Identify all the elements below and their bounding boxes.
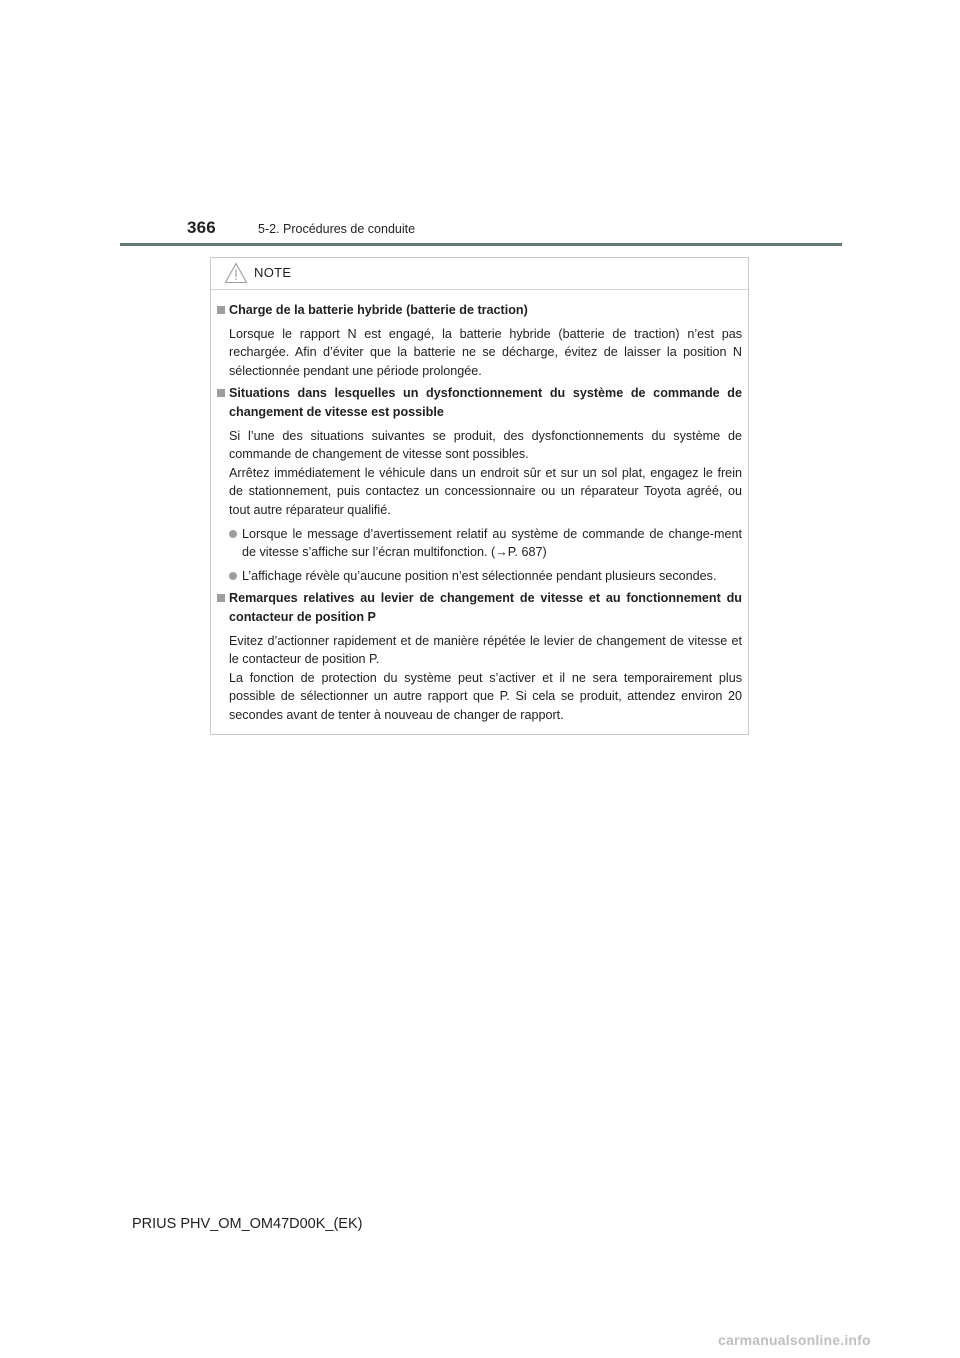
note-item bbox=[217, 589, 742, 724]
item-paragraph: Si l’une des situations suivantes se produit, des dysfonctionnements du système de commande de changement de vitesse sont possibles. bbox=[229, 428, 742, 462]
header-rule bbox=[120, 243, 842, 246]
item-paragraph: Evitez d’actionner rapidement et de manière répétée le levier de changement de vitesse et le contacteur de position P. bbox=[229, 633, 742, 667]
note-box bbox=[210, 257, 749, 735]
note-item bbox=[217, 301, 742, 380]
warning-triangle-icon bbox=[224, 262, 248, 289]
document-code: PRIUS PHV_OM_OM47D00K_(EK) bbox=[132, 1216, 363, 1232]
item-paragraph: Arrêtez immédiatement le véhicule dans un endroit sûr et sur un sol plat, engagez le frein de stationnement, puis contactez un concessionnaire ou un réparateur Toyota agréé, ou tout autre réparateur qualifié. bbox=[229, 465, 742, 517]
reference-arrow: → bbox=[495, 545, 508, 560]
square-bullet-icon bbox=[217, 306, 225, 314]
circle-bullet-icon bbox=[229, 572, 237, 580]
note-body bbox=[211, 290, 748, 724]
item-title: Charge de la batterie hybride (batterie de traction) bbox=[229, 303, 528, 317]
sub-bullet bbox=[229, 525, 742, 562]
note-item bbox=[217, 384, 742, 585]
note-label: NOTE bbox=[254, 265, 292, 280]
item-title: Situations dans lesquelles un dysfonctionnement du système de commande de changement de vitesse est possible bbox=[229, 386, 742, 419]
item-paragraph: La fonction de protection du système peut s’activer et il ne sera temporairement plus possible de sélectionner un autre rapport que P. Si cela se produit, attendez environ 20 secondes avant de tenter à nouveau de changer de rapport. bbox=[229, 670, 742, 722]
sub-bullet bbox=[229, 567, 742, 586]
square-bullet-icon bbox=[217, 594, 225, 602]
square-bullet-icon bbox=[217, 389, 225, 397]
item-paragraph: Lorsque le rapport N est engagé, la batterie hybride (batterie de traction) n’est pas rechargée. Afin d’éviter que la batterie ne se décharge, évitez de laisser la position N sélectionnée pendant une période prolongée. bbox=[229, 326, 742, 378]
page-number: 366 bbox=[187, 218, 216, 237]
watermark: carmanualsonline.info bbox=[718, 1332, 871, 1348]
sub-bullet-text: L’affichage révèle qu’aucune position n’est sélectionnée pendant plusieurs secondes. bbox=[242, 568, 717, 583]
sub-bullet-text: Lorsque le message d’avertissement relatif au système de commande de change-ment de vitesse s’affiche sur l’écran multifonction. ( bbox=[242, 526, 742, 560]
section-title: 5-2. Procédures de conduite bbox=[258, 222, 416, 236]
item-title: Remarques relatives au levier de changement de vitesse et au fonctionnement du contacteur de position P bbox=[229, 591, 742, 624]
circle-bullet-icon bbox=[229, 530, 237, 538]
page-reference: P. 687) bbox=[507, 545, 547, 560]
note-header bbox=[211, 258, 748, 290]
